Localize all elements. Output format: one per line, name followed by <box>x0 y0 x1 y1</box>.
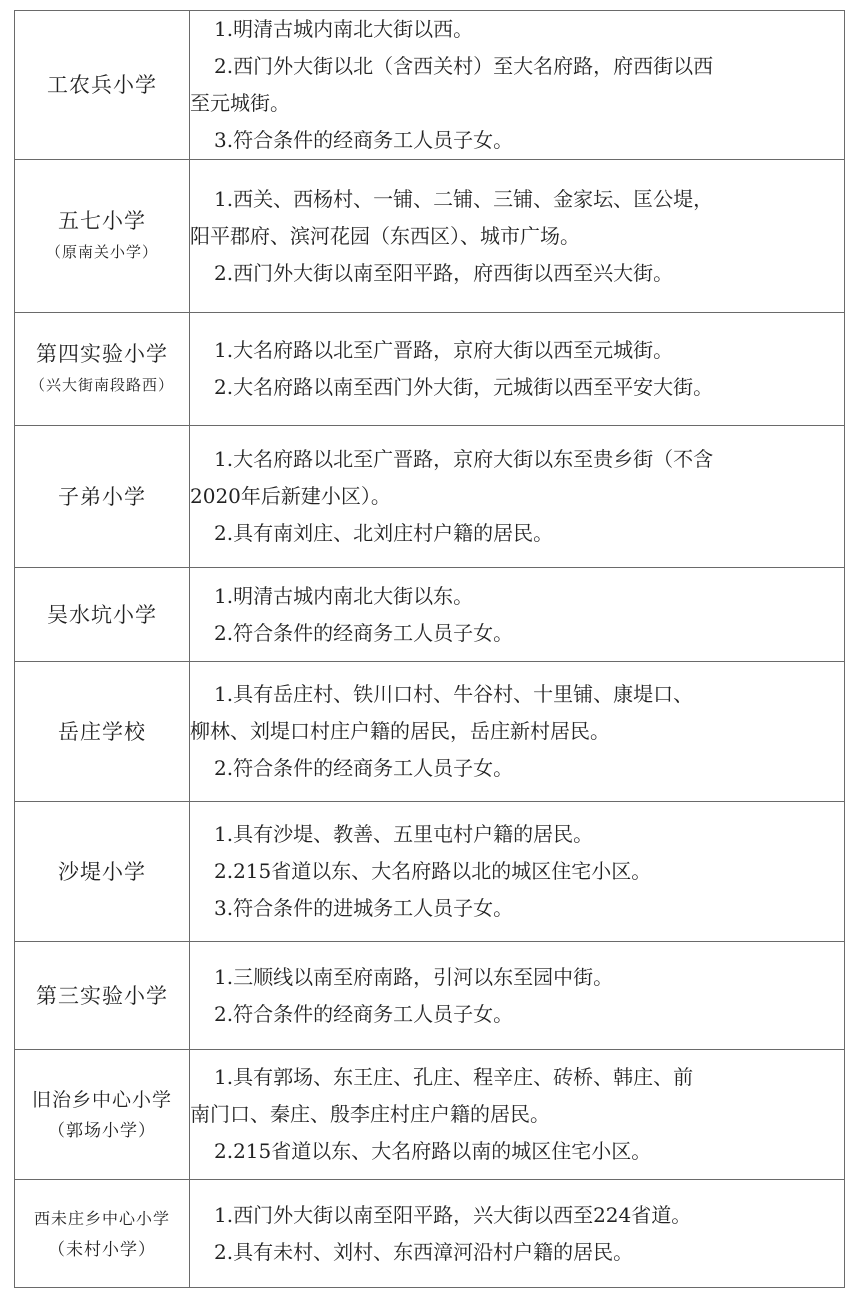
zone-line: 2.具有南刘庄、北刘庄村户籍的居民。 <box>214 521 554 545</box>
zone-line: 2.西门外大街以南至阳平路，府西街以西至兴大街。 <box>214 260 674 285</box>
school-cell <box>15 568 190 662</box>
zone-line: 1.明清古城内南北大街以西。 <box>214 17 474 41</box>
zone-line: 1.西关、西杨村、一铺、二铺、三铺、金家坛、匡公堤， <box>214 186 714 211</box>
school-name: 吴水坑小学 <box>47 602 157 627</box>
school-cell <box>15 160 190 313</box>
zone-line: 2.具有未村、刘村、东西漳河沿村户籍的居民。 <box>214 1239 634 1264</box>
zone-line: 阳平郡府、滨河花园（东西区）、城市广场。 <box>190 223 580 248</box>
zone-line: 2020年后新建小区）。 <box>190 484 391 508</box>
table-row <box>15 568 845 662</box>
table-row <box>15 662 845 802</box>
zone-line: 2.符合条件的经商务工人员子女。 <box>214 1001 514 1026</box>
zone-line: 2.西门外大街以北（含西关村）至大名府路，府西街以西 <box>214 54 714 78</box>
zone-description <box>190 1050 845 1180</box>
school-name: 旧治乡中心小学 <box>31 1088 172 1111</box>
zone-line: 1.具有沙堤、教善、五里屯村户籍的居民。 <box>214 822 594 846</box>
school-name: 工农兵小学 <box>47 73 157 97</box>
table-row <box>15 160 845 313</box>
school-former-name: （原南关小学） <box>45 243 158 261</box>
table-row <box>15 1050 845 1180</box>
school-name: 第三实验小学 <box>36 983 168 1008</box>
zone-line: 3.符合条件的进城务工人员子女。 <box>214 896 514 920</box>
zone-description <box>190 662 845 802</box>
table-row <box>15 942 845 1050</box>
zone-line: 2.215省道以东、大名府路以南的城区住宅小区。 <box>214 1139 652 1163</box>
enrollment-zone-table <box>14 10 845 1288</box>
zone-line: 2.符合条件的经商务工人员子女。 <box>214 620 514 645</box>
school-former-name: （未村小学） <box>48 1239 156 1260</box>
zone-line: 南门口、秦庄、殷李庄村庄户籍的居民。 <box>190 1102 550 1126</box>
school-cell <box>15 11 190 160</box>
school-name: 第四实验小学 <box>36 342 168 366</box>
school-name: 五七小学 <box>58 209 146 233</box>
table-row <box>15 1180 845 1288</box>
table-row <box>15 313 845 426</box>
school-former-name: （郭场小学） <box>48 1120 156 1141</box>
zone-line: 3.符合条件的经商务工人员子女。 <box>214 128 514 152</box>
zone-line: 1.三顺线以南至府南路，引河以东至园中街。 <box>214 964 614 989</box>
school-cell <box>15 662 190 802</box>
zone-line: 2.符合条件的经商务工人员子女。 <box>214 756 514 780</box>
table-row <box>15 802 845 942</box>
zone-description <box>190 1180 845 1288</box>
school-name: 西未庄乡中心小学 <box>33 1208 170 1228</box>
zone-description <box>190 568 845 662</box>
zone-line: 1.西门外大街以南至阳平路，兴大街以西至224省道。 <box>214 1202 692 1227</box>
school-cell <box>15 1180 190 1288</box>
table-row <box>15 426 845 568</box>
school-cell <box>15 802 190 942</box>
zone-line: 至元城街。 <box>190 91 290 115</box>
school-location: （兴大街南段路西） <box>29 376 174 394</box>
school-name: 子弟小学 <box>58 484 146 509</box>
zone-description <box>190 942 845 1050</box>
table-row <box>15 11 845 160</box>
school-cell <box>15 313 190 426</box>
school-cell <box>15 1050 190 1180</box>
zone-line: 1.具有郭场、东王庄、孔庄、程辛庄、砖桥、韩庄、前 <box>214 1065 694 1089</box>
zone-description <box>190 802 845 942</box>
school-name: 沙堤小学 <box>58 859 146 884</box>
zone-description <box>190 11 845 160</box>
school-cell <box>15 942 190 1050</box>
zone-line: 1.大名府路以北至广晋路，京府大街以西至元城街。 <box>214 338 674 362</box>
zone-line: 2.215省道以东、大名府路以北的城区住宅小区。 <box>214 859 652 883</box>
zone-line: 2.大名府路以南至西门外大街，元城街以西至平安大街。 <box>214 375 714 399</box>
zone-line: 1.具有岳庄村、铁川口村、牛谷村、十里铺、康堤口、 <box>214 682 694 706</box>
zone-line: 柳林、刘堤口村庄户籍的居民，岳庄新村居民。 <box>190 719 610 743</box>
zone-description <box>190 160 845 313</box>
zone-description <box>190 313 845 426</box>
school-name: 岳庄学校 <box>58 719 146 744</box>
school-cell <box>15 426 190 568</box>
zone-description <box>190 426 845 568</box>
zone-line: 1.大名府路以北至广晋路，京府大街以东至贵乡街（不含 <box>214 447 714 471</box>
zone-line: 1.明清古城内南北大街以东。 <box>214 583 474 608</box>
